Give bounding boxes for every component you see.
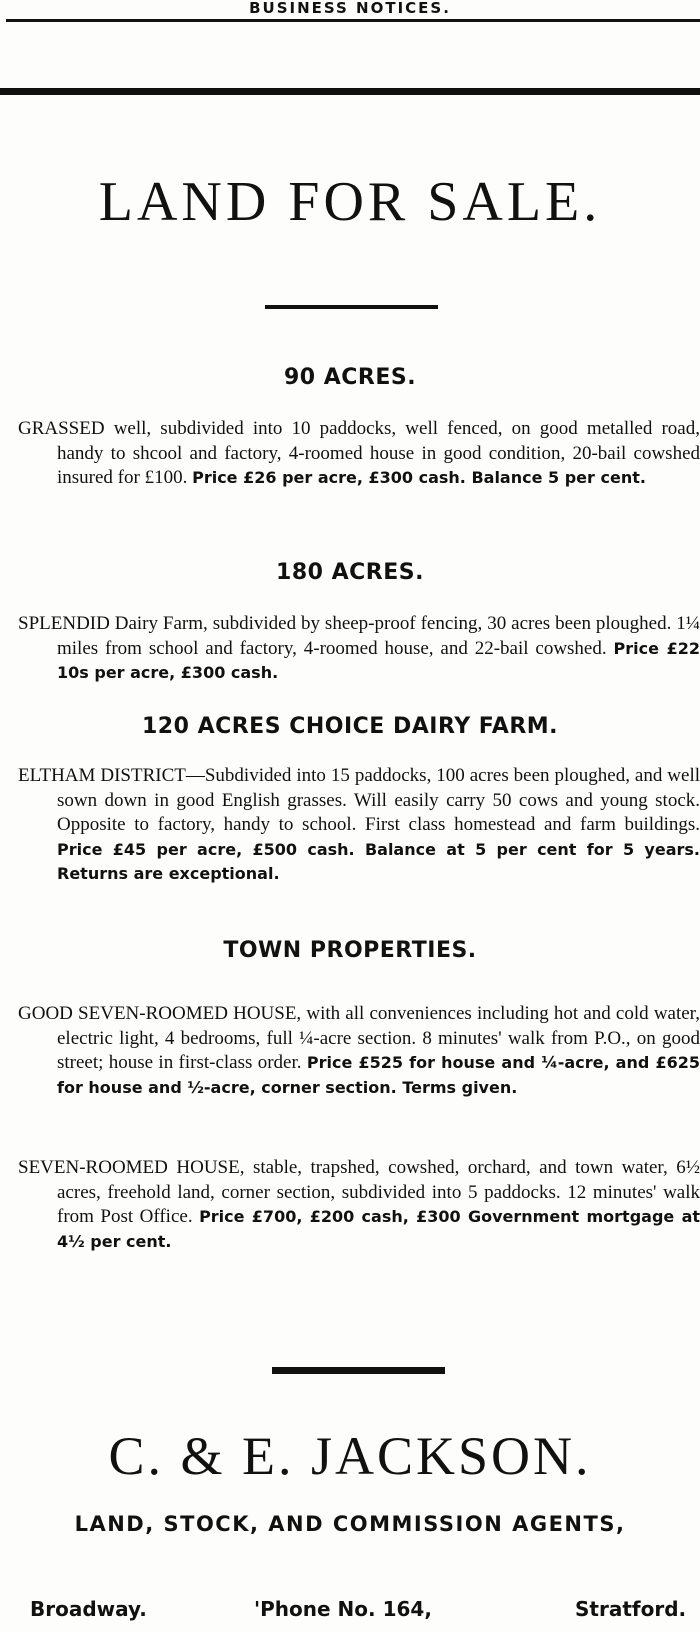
page-title: LAND FOR SALE. [98,171,602,233]
listing-heading-town-properties: TOWN PROPERTIES. [223,938,477,963]
listing-heading-180-acres: 180 ACRES. [276,560,424,585]
listing-120-acres [18,764,700,887]
listing-seven-roomed-house [18,1156,700,1254]
listing-heading-90-acres: 90 ACRES. [283,365,417,390]
top-thin-rule [6,19,700,22]
firm-subtitle: LAND, STOCK, AND COMMISSION AGENTS, [74,1512,626,1536]
listing-seven-roomed-house-good [18,1002,700,1100]
title-divider [265,305,438,309]
listing-body: GOOD SEVEN-ROOMED HOUSE, with all conveniences including hot and cold water, electric light, 4 bedrooms, full ¼-acre section. 8 minutes' walk from P.O., on good street; house in first-class order. [18,1003,700,1073]
footer-address: Broadway. [30,1597,147,1621]
listing-90-acres [18,417,700,491]
listing-price: Price £45 per acre, £500 cash. Balance at 5 per cent for 5 years. Returns are exceptional. [57,839,700,883]
section-header: BUSINESS NOTICES. [249,0,451,17]
footer-town: Stratford. [575,1597,687,1621]
listing-body: SEVEN-ROOMED HOUSE, stable, trapshed, cowshed, orchard, and town water, 6½ acres, freehold land, corner section, subdivided into 5 paddocks. 12 minutes' walk from Post Office. [18,1157,700,1227]
footer-phone: 'Phone No. 164, [254,1597,432,1621]
listing-price: Price £26 per acre, £300 cash. Balance 5 per cent. [192,468,646,487]
listing-price: Price £525 for house and ¼-acre, and £625 for house and ½-acre, corner section. Terms given. [57,1053,700,1097]
listing-180-acres [18,612,700,686]
listing-price: Price £700, £200 cash, £300 Government mortgage at 4½ per cent. [57,1207,700,1251]
listing-heading-120-acres: 120 ACRES CHOICE DAIRY FARM. [141,714,559,739]
listing-body: GRASSED well, subdivided into 10 paddocks, well fenced, on good metalled road, handy to shcool and factory, 4-roomed house in good condition, 20-bail cowshed insured for £100. [18,418,700,488]
listing-body: ELTHAM DISTRICT—Subdivided into 15 paddocks, 100 acres been ploughed, and well sown down in good English grasses. Will easily carry 50 cows and young stock. Opposite to factory, handy to school. First class homestead and farm buildings. [18,765,700,835]
listing-price: Price £22 10s per acre, £300 cash. [57,638,700,682]
firm-name: C. & E. JACKSON. [108,1426,592,1486]
listing-body: SPLENDID Dairy Farm, subdivided by sheep-proof fencing, 30 acres been ploughed. 1¼ miles from school and factory, 4-roomed house, and 22-bail cowshed. [18,613,700,659]
firm-divider [272,1367,445,1374]
top-thick-rule [0,88,700,95]
